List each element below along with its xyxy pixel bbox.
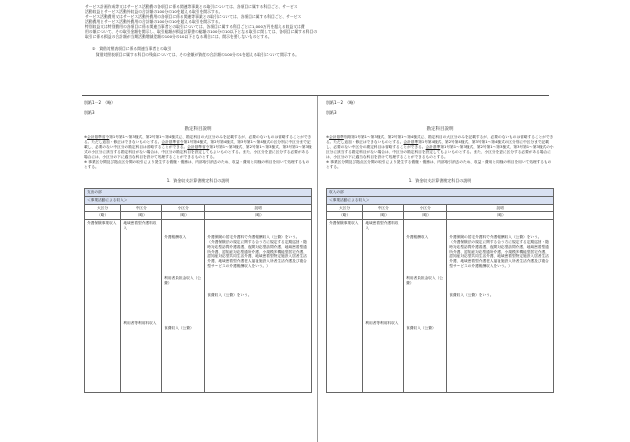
top-line: 用の額について、その取引金額を開示し、取引総額が損益計算書の総額の100分の10以下となる取引に関しては、各項目に属する科目の [85, 29, 318, 34]
desc-item: 介護保険の居宅介護料で介護報酬収入（公費）をいう。 [449, 235, 542, 240]
mid-item: 地域密着型介護料収入 [365, 221, 399, 230]
para-fragment: 会計基準省令 [87, 135, 110, 139]
small-item: 利用者負担金収入（公費） [164, 275, 202, 285]
mid-item: 利用者等利用料収入 [123, 320, 157, 325]
col-header: 説明 [447, 204, 554, 212]
top-line: サービス計画作成等又はサービス活動費の各項目に係る関連等事業との取引については、各項目に属する科目ごと、サービス [85, 4, 298, 9]
table-cell: 介護保険事業収入 [327, 220, 363, 393]
table-cell [404, 220, 447, 393]
section-divider [82, 95, 549, 96]
desc-item: 食費収入（公費）をいう。 [207, 292, 252, 297]
para-fragment: ※ 事業区分間及び拠点区分間の取引により発生する債権・債務は、内部取引消去のため、収益・費用と同様の科目を用いて処理するものとする。 [326, 160, 552, 169]
category-header: 収入の部 [327, 189, 554, 197]
omitted-cell: （略） [121, 212, 162, 220]
right-column [326, 100, 554, 393]
para-fragment: 第1号第1～第3様式、第2号第1～第4様式に、勘定科目の大区分のみを記載するが、必要のないものは省略することができる。ただし追加・修正はできないものとする。 [84, 135, 312, 144]
note-line: ② 貸借対照表項目に係る関連当事者との取引 [92, 46, 172, 51]
table-cell [447, 220, 554, 393]
left-column [84, 100, 312, 393]
description-paragraph [84, 135, 312, 175]
para-fragment: 会計基準省令 [161, 140, 184, 144]
omitted-cell: （略） [447, 212, 554, 220]
omitted-cell: （略） [363, 212, 404, 220]
top-line: サービス活動費用又はサービス活動外費用の各項目に係る関連等事業との取引については、各項目に属する科目ごと、サービス [85, 14, 302, 19]
para-fragment: 会計基準省令 [187, 145, 210, 149]
para-fragment: 会計基準 [329, 135, 344, 139]
para-fragment: 第1号第4様式、第2号第4様式、第3号第1～第4様式の区分別に中区分まで記載し、必要のない中区分の勘定科目は省略することができる。 [84, 140, 311, 149]
table-cell [363, 220, 404, 393]
subcategory-header: ＜事業活動による収入＞ [85, 196, 312, 204]
category-header: 支出の部 [85, 189, 312, 197]
column-divider [317, 96, 318, 442]
attachment-tag: 別紙1－2 （略） [326, 100, 358, 105]
para-fragment: 第1号第1～第3様式、第2号第1～第3様式、第3号第1～第3様式の小区分に該当する勘定科目がない場合は、中区分の勘定科目を設定してもよいものとする。また、小区分を更に区分する必要がある場合には、小区分の下に適当な科目を設けて処理することができるものとする。 [326, 145, 554, 159]
section-title: 勘定科目説明 [426, 127, 454, 132]
description-paragraph [326, 135, 554, 175]
para-fragment: ※ 事業区分間及び拠点区分間の取引により発生する債権・債務は、内部取引消去のため、収益・費用と同様の科目を用いて処理するものとする。 [84, 160, 310, 169]
para-fragment: ※ [84, 135, 88, 139]
table-caption: 1．資金収支計算書勘定科目の説明 [166, 178, 230, 183]
desc-item: 介護保険の居宅介護料で介護報酬収入（公費）をいう。 [207, 235, 300, 240]
small-item: 利用者負担金収入（公費） [406, 275, 444, 285]
attachment-tag: 別紙3 [84, 110, 95, 115]
desc-item: 食費収入（公費）をいう。 [449, 292, 494, 297]
omitted-cell: （略） [327, 212, 363, 220]
desc-item: （介護保険法の規定に関する合う方に規定する定期巡回・随時対応型訪問介護看護、夜間対応型訪問介護、地域密着型通所介護、認知症対応型通所介護、小規模多機能型居宅介護、認知症対応型共同生活介護、地域密着型特定施設入居者生活介護、地域密着型介護老人福祉施設入所者生活介護及び複合型サービスの介護報酬収入をいう。） [449, 239, 549, 268]
note-line: 貸借対照表項目に属する科目の残高については、その金額が資産の合計額の100分の1を超える取引について開示する。 [92, 52, 299, 57]
mid-item: 利用者等利用料収入 [365, 320, 399, 325]
table-caption: 1．資金収支計算書勘定科目の説明 [408, 178, 472, 183]
small-item: 介護報酬収入 [406, 235, 429, 240]
small-item: 食費収入（公費） [164, 325, 194, 330]
col-header: 小区分 [404, 204, 447, 212]
col-header: 中区分 [121, 204, 162, 212]
top-line: 取引に係る損益の合計額が当期活動増減差額の100分の10以下となる場合には、開示を要しないものとする。 [85, 34, 272, 39]
table-cell: 介護保険事業収入 [85, 220, 121, 393]
para-fragment: 会計基準 [403, 140, 419, 144]
top-line: 特別収益又は特別費用の各項目に係る関連当事者との取引については、各項目に属する科目ごとに1,000万円を超える収益又は費 [85, 24, 305, 29]
account-table [326, 188, 554, 393]
mid-item: 地域密着型介護料収入 [123, 221, 157, 230]
table-cell [205, 220, 312, 393]
subcategory-header: ＜事業活動による収入＞ [327, 196, 554, 204]
col-header: 大区分 [85, 204, 121, 212]
para-fragment: ※ [326, 135, 330, 139]
small-item: 介護報酬収入 [164, 235, 187, 240]
col-header: 大区分 [327, 204, 363, 212]
table-cell [121, 220, 162, 393]
top-line: 活動費用とサービス活動外費用の合計額の100分の10を超える取引を開示する。 [85, 19, 223, 24]
small-item: 食費収入（公費） [406, 325, 436, 330]
col-header: 中区分 [363, 204, 404, 212]
attachment-tag: 別紙3 [326, 110, 337, 115]
desc-item: （介護保険法の規定に関する合う方に規定する定期巡回・随時対応型訪問介護看護、夜間対応型訪問介護、地域密着型通所介護、認知症対応型通所介護、小規模多機能型居宅介護、認知症対応型共同生活介護、地域密着型特定施設入居者生活介護、地域密着型介護老人福祉施設入所者生活介護及び複合型サービスの介護報酬収入をいう。） [207, 239, 307, 268]
omitted-cell: （略） [162, 212, 205, 220]
account-table [84, 188, 312, 393]
table-cell [162, 220, 205, 393]
omitted-cell: （略） [85, 212, 121, 220]
attachment-tag: 別紙1－2 （略） [84, 100, 116, 105]
section-title: 勘定科目説明 [184, 127, 212, 132]
top-line: 活動収益とサービス活動外収益の合計額の100分の10を超える取引を開示する。 [85, 9, 223, 14]
col-header: 小区分 [162, 204, 205, 212]
col-header: 説明 [205, 204, 312, 212]
omitted-cell: （略） [404, 212, 447, 220]
omitted-cell: （略） [205, 212, 312, 220]
para-fragment: 別紙第1号第1～第3様式、第2号第1～第4様式に、勘定科目の大区分のみを記載するが、必要のないものは省略することができる。ただし追加・修正はできないものとする。 [326, 135, 554, 144]
para-fragment: 第1号第4様式、第2号第4様式、第3号第1～第4様式の区分別に中区分まで記載し、必要のない中区分の勘定科目は省略することができる。 [326, 140, 549, 149]
top-section [0, 0, 630, 95]
para-fragment: 会計基準 [425, 145, 441, 149]
para-fragment: 第1号第1～第3様式、第2号第1～第3様式、第3号第1～第3様式の小区分に該当する勘定科目がない場合は、中区分の勘定科目を設定してもよいものとする。また、小区分を更に区分する必要がある場合には、小区分の下に適当な科目を設けて処理することができるものとする。 [84, 145, 312, 159]
